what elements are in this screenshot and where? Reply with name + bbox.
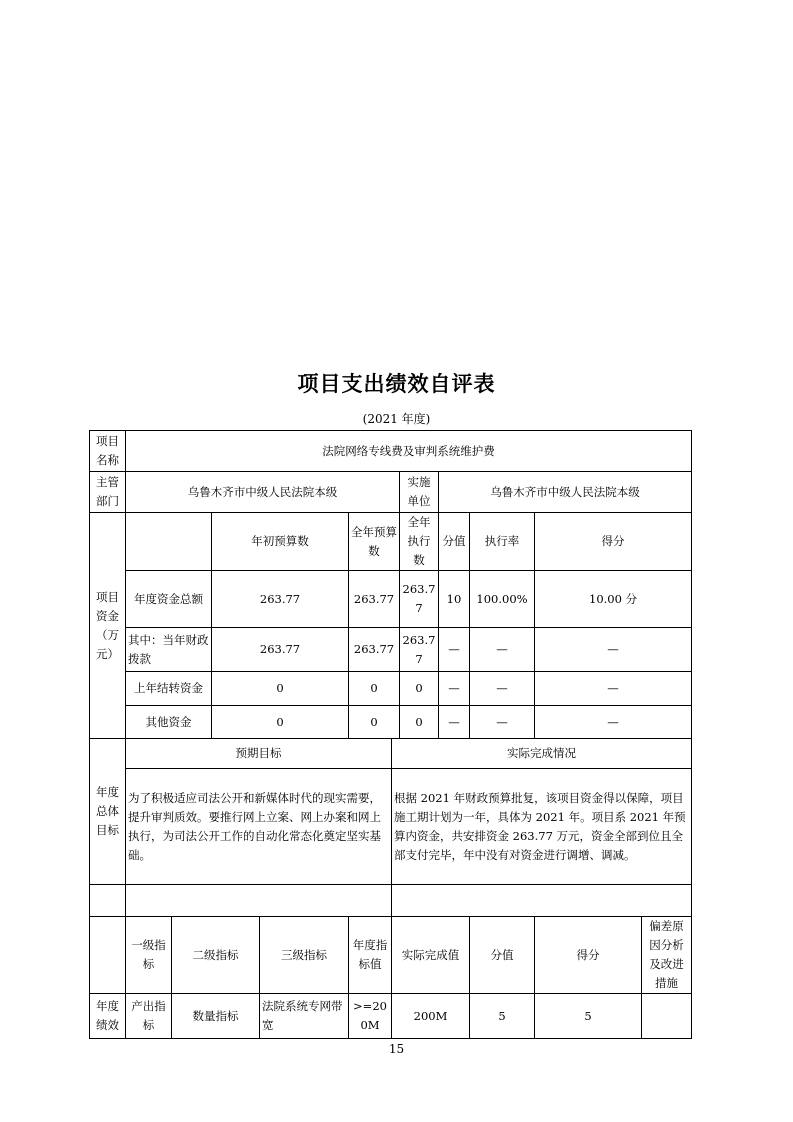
indicator-row xyxy=(90,994,692,1039)
funds-header-row xyxy=(90,513,692,571)
score-header: 得分 xyxy=(535,513,692,571)
fund-annual: 0 xyxy=(349,706,400,739)
actual-completion-header: 实际完成情况 xyxy=(392,739,692,769)
page-title: 项目支出绩效自评表 xyxy=(297,372,496,396)
actual-completion-text: 根据 2021 年财政预算批复，该项目资金得以保障，项目施工期计划为一年，具体为 2021 年。项目系 2021 年预算内资金，共安排资金 263.77 万元，资金全部到位且全部支付完毕，年中没有对资金进行调增、调减。 xyxy=(392,769,692,885)
fund-initial: 0 xyxy=(212,706,349,739)
indicators-header-row xyxy=(90,917,692,994)
fund-row xyxy=(90,571,692,628)
fund-rate: — xyxy=(470,706,535,739)
evaluation-table xyxy=(89,430,692,1039)
fund-row-label: 其中：当年财政拨款 xyxy=(126,628,212,672)
fund-score: 10.00 分 xyxy=(535,571,692,628)
goals-content-row xyxy=(90,769,692,885)
level2-header: 二级指标 xyxy=(172,917,260,994)
execution-rate-header: 执行率 xyxy=(470,513,535,571)
implementing-unit-value: 乌鲁木齐市中级人民法院本级 xyxy=(439,472,692,513)
fund-annual: 0 xyxy=(349,672,400,706)
fund-initial: 263.77 xyxy=(212,628,349,672)
department-value: 乌鲁木齐市中级人民法院本级 xyxy=(126,472,400,513)
indicator-target: >=200M xyxy=(349,994,392,1039)
fund-row-label: 其他资金 xyxy=(126,706,212,739)
fund-weight: — xyxy=(439,706,470,739)
indicator-weight: 5 xyxy=(470,994,535,1039)
department-row xyxy=(90,472,692,513)
execution-header: 全年执行数 xyxy=(400,513,439,571)
fund-rate: — xyxy=(470,628,535,672)
indicator-level1: 产出指标 xyxy=(126,994,172,1039)
fund-row-label: 年度资金总额 xyxy=(126,571,212,628)
weight-header: 分值 xyxy=(470,917,535,994)
funds-section-label: 项目资金（万元） xyxy=(90,513,126,739)
fund-row xyxy=(90,672,692,706)
fund-annual: 263.77 xyxy=(349,571,400,628)
fund-executed: 263.77 xyxy=(400,571,439,628)
fund-score: — xyxy=(535,672,692,706)
fund-annual: 263.77 xyxy=(349,628,400,672)
goals-section-label: 年度总体目标 xyxy=(90,739,126,885)
performance-section-label: 年度绩效 xyxy=(90,994,126,1039)
fund-executed: 0 xyxy=(400,672,439,706)
level1-header: 一级指标 xyxy=(126,917,172,994)
project-name-row xyxy=(90,431,692,472)
fund-weight: 10 xyxy=(439,571,470,628)
target-header: 年度指标值 xyxy=(349,917,392,994)
empty-row xyxy=(90,885,692,917)
actual-value-header: 实际完成值 xyxy=(392,917,470,994)
level3-header: 三级指标 xyxy=(260,917,349,994)
indicator-level2: 数量指标 xyxy=(172,994,260,1039)
implementing-unit-label: 实施单位 xyxy=(400,472,439,513)
page-subtitle: (2021 年度) xyxy=(362,412,431,426)
project-name-label: 项目名称 xyxy=(90,431,126,472)
fund-executed: 263.77 xyxy=(400,628,439,672)
fund-initial: 0 xyxy=(212,672,349,706)
score-value-header: 分值 xyxy=(439,513,470,571)
annual-budget-header: 全年预算数 xyxy=(349,513,400,571)
indicator-score: 5 xyxy=(535,994,642,1039)
fund-executed: 0 xyxy=(400,706,439,739)
fund-weight: — xyxy=(439,628,470,672)
deviation-reason-header: 偏差原因分析及改进措施 xyxy=(642,917,692,994)
project-name-value: 法院网络专线费及审判系统维护费 xyxy=(126,431,692,472)
indicator-reason xyxy=(642,994,692,1039)
expected-goal-header: 预期目标 xyxy=(126,739,392,769)
fund-rate: 100.00% xyxy=(470,571,535,628)
fund-score: — xyxy=(535,628,692,672)
fund-row-label: 上年结转资金 xyxy=(126,672,212,706)
indicator-score-header: 得分 xyxy=(535,917,642,994)
expected-goal-text: 为了积极适应司法公开和新媒体时代的现实需要，提升审判质效。要推行网上立案、网上办案和网上执行，为司法公开工作的自动化常态化奠定坚实基础。 xyxy=(126,769,392,885)
fund-rate: — xyxy=(470,672,535,706)
indicator-actual: 200M xyxy=(392,994,470,1039)
fund-initial: 263.77 xyxy=(212,571,349,628)
department-label: 主管部门 xyxy=(90,472,126,513)
fund-row xyxy=(90,706,692,739)
indicator-level3: 法院系统专网带宽 xyxy=(260,994,349,1039)
goals-header-row xyxy=(90,739,692,769)
fund-row xyxy=(90,628,692,672)
fund-score: — xyxy=(535,706,692,739)
fund-weight: — xyxy=(439,672,470,706)
initial-budget-header: 年初预算数 xyxy=(212,513,349,571)
page-number: 15 xyxy=(388,1042,405,1056)
